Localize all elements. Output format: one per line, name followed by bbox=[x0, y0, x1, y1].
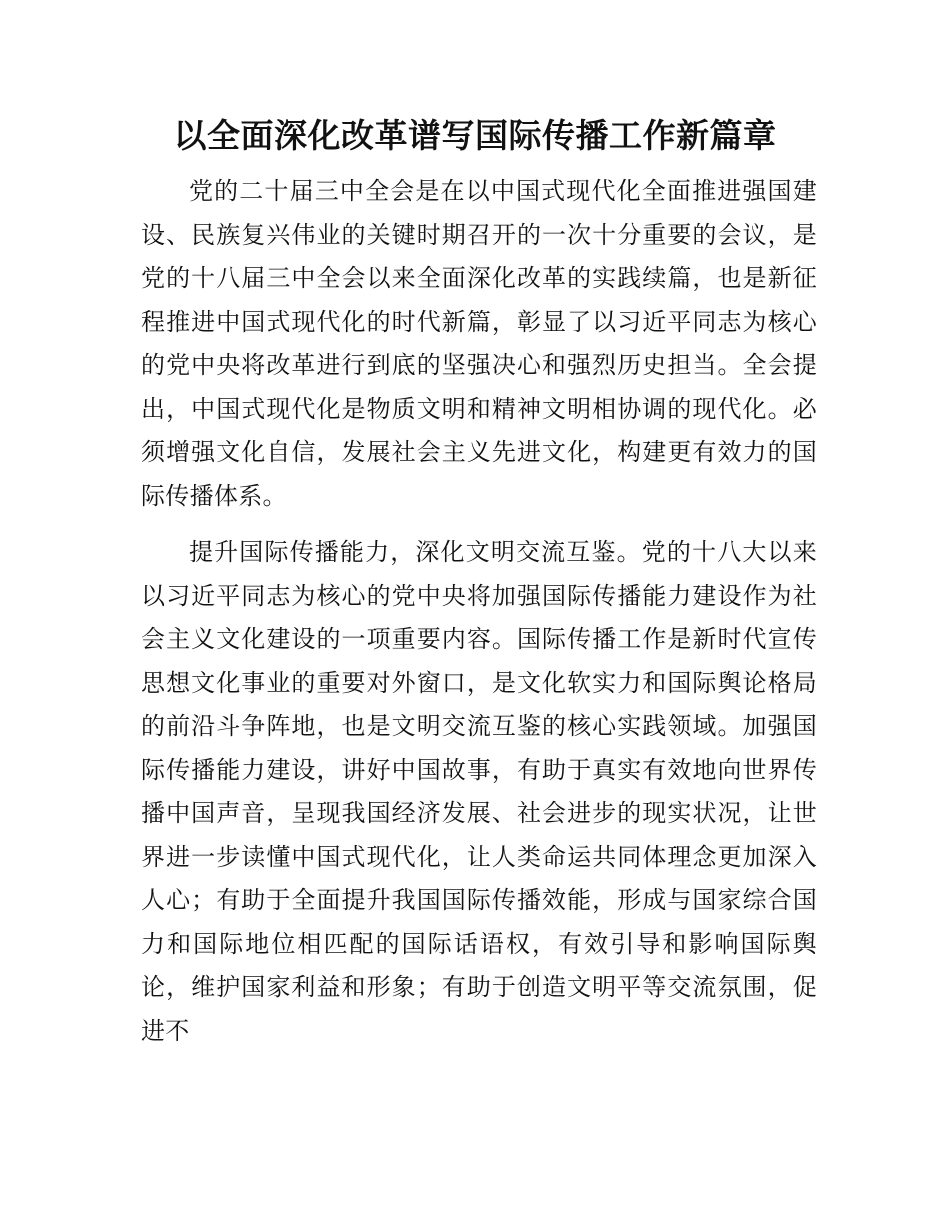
document-body bbox=[141, 170, 817, 1053]
paragraph-1: 党的二十届三中全会是在以中国式现代化全面推进强国建设、民族复兴伟业的关键时期召开的一次十分重要的会议，是党的十八届三中全会以来全面深化改革的实践续篇，也是新征程推进中国式现代化的时代新篇，彰显了以习近平同志为核心的党中央将改革进行到底的坚强决心和强烈历史担当。全会提出，中国式现代化是物质文明和精神文明相协调的现代化。必须增强文化自信，发展社会主义先进文化，构建更有效力的国际传播体系。 bbox=[141, 177, 817, 510]
document-title: 以全面深化改革谱写国际传播工作新篇章 bbox=[173, 116, 777, 155]
paragraph-2: 提升国际传播能力，深化文明交流互鉴。党的十八大以来以习近平同志为核心的党中央将加强国际传播能力建设作为社会主义文化建设的一项重要内容。国际传播工作是新时代宣传思想文化事业的重要对外窗口，是文化软实力和国际舆论格局的前沿斗争阵地，也是文明交流互鉴的核心实践领域。加强国际传播能力建设，讲好中国故事，有助于真实有效地向世界传播中国声音，呈现我国经济发展、社会进步的现实状况，让世界进一步读懂中国式现代化，让人类命运共同体理念更加深入人心；有助于全面提升我国国际传播效能，形成与国家综合国力和国际地位相匹配的国际话语权，有效引导和影响国际舆论，维护国家利益和形象；有助于创造文明平等交流氛围，促进不 bbox=[141, 538, 817, 1045]
